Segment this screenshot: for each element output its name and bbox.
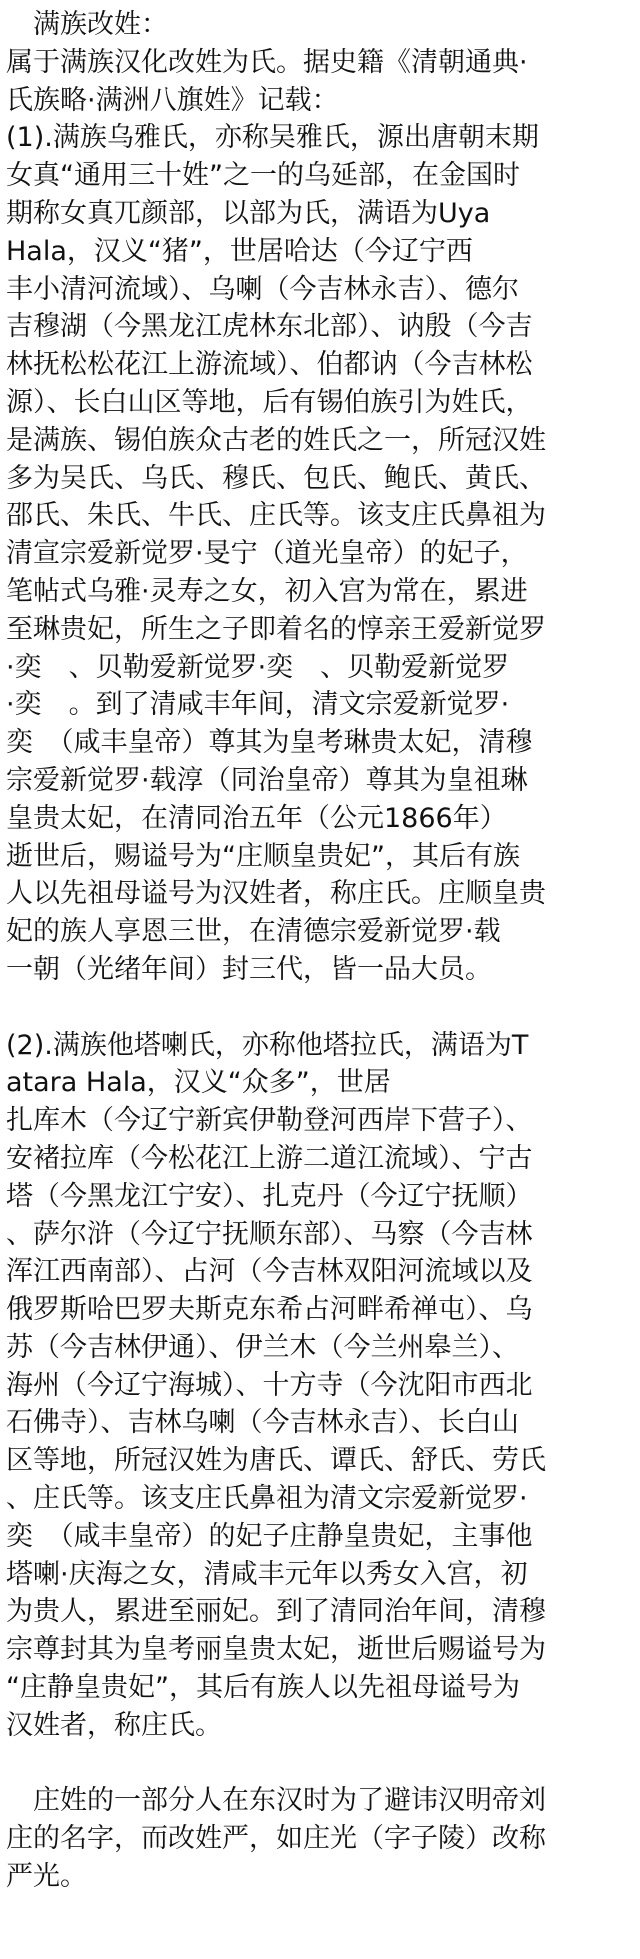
paragraph-gap (6, 1745, 634, 1783)
text-line: 属于满族汉化改姓为氏。据史籍《清朝通典· (6, 46, 528, 78)
text-line: 至琳贵妃，所生之子即着名的惇亲王爱新觉罗 (6, 613, 546, 645)
text-line: 为贵人，累进至丽妃。到了清同治年间，清穆 (6, 1596, 546, 1628)
text-line: 妃的族人享恩三世，在清德宗爱新觉罗·载 (6, 916, 501, 948)
text-line: ·奕 、贝勒爱新觉罗·奕 、贝勒爱新觉罗 (6, 651, 510, 683)
text-line: 奕 （咸丰皇帝）尊其为皇考琳贵太妃，清穆 (6, 727, 533, 759)
section-uya-clan (6, 119, 634, 988)
text-line: 石佛寺）、吉林乌喇（今吉林永吉）、长白山 (6, 1407, 519, 1439)
intro-paragraph (6, 44, 634, 120)
text-line: 笔帖式乌雅·灵寿之女，初入宫为常在，累进 (6, 575, 528, 607)
text-line: 俄罗斯哈巴罗夫斯克东希占河畔希禅屯）、乌 (6, 1294, 533, 1326)
text-line: Hala，汉义“猪”，世居哈达（今辽宁西 (6, 235, 473, 267)
text-line: 安褚拉库（今松花江上游二道江流域）、宁古 (6, 1142, 533, 1174)
text-line: 严光。 (6, 1861, 87, 1893)
text-line: 庄的名字，而改姓严，如庄光（字子陵）改称 (6, 1823, 546, 1855)
text-line: atara Hala，汉义“众多”，世居 (6, 1067, 391, 1099)
text-line: 是满族、锡伯族众古老的姓氏之一，所冠汉姓 (6, 424, 546, 456)
text-line: 、萨尔浒（今辽宁抚顺东部）、马察（今吉林 (6, 1218, 533, 1250)
text-line: 丰小清河流域）、乌喇（今吉林永吉）、德尔 (6, 273, 519, 305)
section-tatara-clan (6, 1027, 634, 1745)
text-line: (1).满族乌雅氏，亦称吴雅氏，源出唐朝末期 (6, 122, 539, 154)
paragraph-gap (6, 989, 634, 1027)
text-line: 奕 （咸丰皇帝）的妃子庄静皇贵妃，主事他 (6, 1520, 533, 1552)
text-line: “庄静皇贵妃”，其后有族人以先祖母谥号为 (6, 1672, 520, 1704)
text-line: 苏（今吉林伊通）、伊兰木（今兰州皋兰）、 (6, 1331, 519, 1363)
text-line: 庄姓的一部分人在东汉时为了避讳汉明帝刘 (33, 1785, 546, 1817)
text-line: 区等地，所冠汉姓为唐氏、谭氏、舒氏、劳氏 (6, 1445, 546, 1477)
text-line: 林抚松松花江上游流域）、伯都讷（今吉林松 (6, 349, 533, 381)
text-line: 源）、长白山区等地，后有锡伯族引为姓氏， (6, 386, 533, 418)
text-line: 宗尊封其为皇考丽皇贵太妃，逝世后赐谥号为 (6, 1634, 546, 1666)
text-line: 扎库木（今辽宁新宾伊勒登河西岸下营子）、 (6, 1105, 533, 1137)
text-line: 人以先祖母谥号为汉姓者，称庄氏。庄顺皇贵 (6, 878, 546, 910)
heading-line: 满族改姓： (33, 9, 168, 40)
text-line: 、庄氏等。该支庄氏鼻祖为清文宗爱新觉罗· (6, 1483, 528, 1515)
text-line: (2).满族他塔喇氏，亦称他塔拉氏，满语为T (6, 1029, 529, 1061)
text-line: 吉穆湖（今黑龙江虎林东北部）、讷殷（今吉 (6, 311, 533, 343)
text-line: 氏族略·满洲八旗姓》记载： (6, 84, 339, 116)
text-line: 汉姓者，称庄氏。 (6, 1709, 222, 1741)
text-line: 邵氏、朱氏、牛氏、庄氏等。该支庄氏鼻祖为 (6, 500, 546, 532)
text-line: 女真“通用三十姓”之一的乌延部，在金国时 (6, 160, 520, 192)
text-line: 多为吴氏、乌氏、穆氏、包氏、鲍氏、黄氏、 (6, 462, 546, 494)
text-line: 塔喇·庆海之女，清咸丰元年以秀女入宫，初 (6, 1558, 528, 1590)
text-line: 清宣宗爱新觉罗·旻宁（道光皇帝）的妃子， (6, 538, 528, 570)
text-line: 塔（今黑龙江宁安）、扎克丹（今辽宁抚顺） (6, 1180, 533, 1212)
text-line: 海州（今辽宁海城）、十方寺（今沈阳市西北 (6, 1369, 533, 1401)
text-line: 一朝（光绪年间）封三代，皆一品大员。 (6, 953, 492, 985)
text-line: 宗爱新觉罗·载淳（同治皇帝）尊其为皇祖琳 (6, 764, 528, 796)
text-line: 浑江西南部）、占河（今吉林双阳河流域以及 (6, 1256, 533, 1288)
closing-paragraph (6, 1782, 634, 1895)
text-line: 期称女真兀颜部，以部为氏，满语为Uya (6, 197, 491, 229)
text-line: 皇贵太妃，在清同治五年（公元1866年） (6, 802, 507, 834)
text-line: 逝世后，赐谥号为“庄顺皇贵妃”，其后有族 (6, 840, 520, 872)
text-line: ·奕 。到了清咸丰年间，清文宗爱新觉罗· (6, 689, 510, 721)
